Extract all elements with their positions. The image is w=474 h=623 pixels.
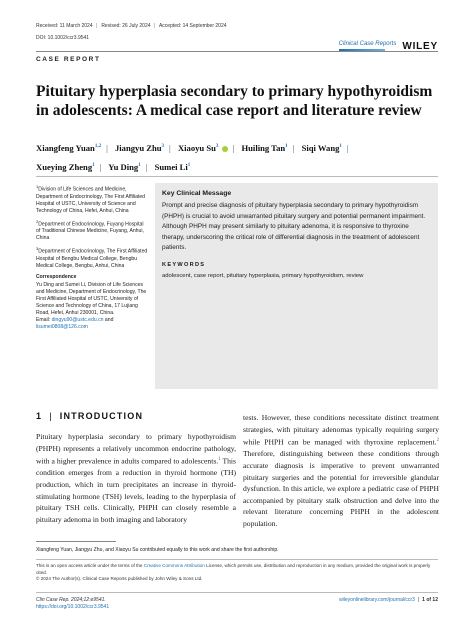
- key-message-heading: Key Clinical Message: [162, 190, 232, 197]
- author[interactable]: Huiling Tan$^1$: [241, 142, 288, 153]
- accepted-date: Accepted: 14 September 2024: [158, 23, 227, 29]
- footer-right: wileyonlinelibrary.com/journal/ccr3 | 1 of 12: [339, 597, 438, 603]
- license-text: This is an open access article under the terms of the Creative Commons Attribution License, which permits use, distribution and reproduction in any medium, provided the original work is properly cited. © 2024 The Author(s). Clinical Case Reports published by John Wiley & Sons Ltd.: [36, 563, 431, 581]
- journal-name: Clinical Case Reports: [338, 41, 397, 47]
- section-number: 1: [36, 411, 43, 421]
- revised-date: Revised: 26 July 2024: [101, 23, 151, 29]
- keywords-heading: KEYWORDS: [162, 261, 206, 268]
- copyright: © 2024 The Author(s). Clinical Case Reports published by John Wiley & Sons Ltd.: [36, 576, 203, 581]
- orcid-icon[interactable]: [222, 146, 228, 152]
- footer-citation: Clin Case Rep. 2024;12:e9541. https://doi.org/10.1002/ccr3.9541: [36, 597, 110, 610]
- key-message-box: [155, 183, 438, 389]
- correspondence-heading: Correspondence: [36, 274, 77, 281]
- author[interactable]: Xueying Zheng$^1$: [36, 161, 95, 172]
- footer-divider: [36, 592, 438, 593]
- publisher-logo[interactable]: WILEY: [402, 41, 438, 52]
- affiliation: $^1$Division of Life Sciences and Medicine, Department of Endocrinology, The First Affiliated Hospital of USTC, University of Science and Technology of China, Hefei, Anhui, China: [36, 184, 146, 214]
- authors-divider: [36, 176, 438, 177]
- article-type: CASE REPORT: [36, 56, 101, 63]
- section-heading: 1 | INTRODUCTION: [36, 411, 144, 421]
- citation-ref[interactable]: 2: [436, 438, 439, 444]
- author[interactable]: Sumei Li$^1$: [154, 161, 191, 172]
- email-link[interactable]: lisumei0808@126.com: [36, 324, 88, 331]
- author[interactable]: Xiaoyu Su$^3$: [178, 143, 228, 153]
- doi[interactable]: DOI: 10.1002/ccr3.9541: [36, 35, 90, 41]
- author[interactable]: Siqi Wang$^1$: [301, 142, 342, 153]
- author[interactable]: Jiangyu Zhu$^3$: [114, 142, 165, 153]
- footnote-divider: [36, 541, 116, 542]
- correspondence-text: Yu Ding and Sumei Li, Division of Life Sciences and Medicine, Department of Endocrinology, The First Affiliated Hospital of USTC, University of Science and Technology of China, 17 Lujiang Road, Hefei, Anhui 230001, China. Email: dingyu90@ustc.edu.cn and lisumei0808@126.com: [36, 282, 147, 331]
- received-date: Received: 11 March 2024: [36, 23, 93, 29]
- doi-link[interactable]: https://doi.org/10.1002/ccr3.9541: [36, 604, 110, 610]
- contribution-footnote: Xiangfeng Yuan, Jiangyu Zhu, and Xiaoyu Su contributed equally to this work and share the first authorship.: [36, 547, 279, 553]
- header-divider: [36, 51, 438, 52]
- key-message-text: Prompt and precise diagnosis of pituitary hyperplasia secondary to primary hypothyroidism (PHPH) is crucial to avoid unwarranted pituitary surgery and potential permanent impairment. Although PHPH may present similarly to pituitary adenoma, it is responsive to thyroxine therapy, underscoring the critical role of differential diagnosis in the treatment of adolescent patients.: [162, 202, 426, 252]
- article-dates: Received: 11 March 2024 | Revised: 26 July 2024 | Accepted: 14 September 2024: [36, 23, 227, 29]
- affiliation: $^3$Department of Endocrinology, The First Affiliated Hospital of Bengbu Medical College, Bengbu Medical College, Bengbu, Anhui, China: [36, 246, 148, 270]
- affiliation: $^2$Department of Endocrinology, Fuyang Hospital of Traditional Chinese Medicine, Fuyang, Anhui, China: [36, 218, 144, 242]
- section-title: INTRODUCTION: [59, 411, 144, 421]
- article-title: Pituitary hyperplasia secondary to primary hypothyroidism in adolescents: A medical case report and literature review: [36, 83, 433, 119]
- citation-ref[interactable]: 1: [218, 457, 221, 463]
- affiliations: [36, 183, 148, 334]
- author-list: Xiangfeng Yuan$^{1,2}$ | Jiangyu Zhu$^3$ | Xiaoyu Su$^3$ | Huiling Tan$^1$ | Siqi Wang$^1$ | Xueying Zheng$^1$ | Yu Ding$^1$ | Sumei Li$^1$: [36, 142, 349, 172]
- license-divider: [36, 559, 438, 560]
- page-number: 1 of 12: [422, 597, 438, 603]
- author[interactable]: Xiangfeng Yuan$^{1,2}$: [36, 142, 102, 153]
- author[interactable]: Yu Ding$^1$: [108, 161, 141, 172]
- email-link[interactable]: dingyu90@ustc.edu.cn: [51, 317, 104, 324]
- intro-column-right: tests. However, these conditions necessitate distinct treatment strategies, with pituitary adenomas typically requiring surgery while PHPH can be managed with thyroxine replacement.$^2$ Therefore, distinguishing between these conditions through accurate diagnosis is imperative to prevent unwarranted pituitary surgeries and the potential for irreversible glandular dysfunction. In this article, we explore a pediatric case of PHPH accompanied by pituitary stalk obstruction and delve into the relevant literature concerning PHPH in the adolescent population.: [243, 413, 439, 528]
- journal-site-link[interactable]: wileyonlinelibrary.com/journal/ccr3: [339, 597, 415, 603]
- keywords-text: adolescent, case report, pituitary hyperplasia, primary hypothyroidism, review: [162, 272, 364, 279]
- intro-column-left: Pituitary hyperplasia secondary to primary hypothyroidism (PHPH) represents a relatively uncommon endocrine pathology, with a higher prevalence in adults compared to adolescents.$^1$ This condition emerges from a reduction in thyroid hormone (TH) production, which in turn precipitates an increase in thyroid-stimulating hormone (TSH) levels, leading to the hyperplasia of pituitary TSH cells. Clinically, PHPH can closely resemble a pituitary adenoma in both imaging and laboratory: [36, 432, 236, 524]
- license-link[interactable]: Creative Commons Attribution: [143, 563, 205, 568]
